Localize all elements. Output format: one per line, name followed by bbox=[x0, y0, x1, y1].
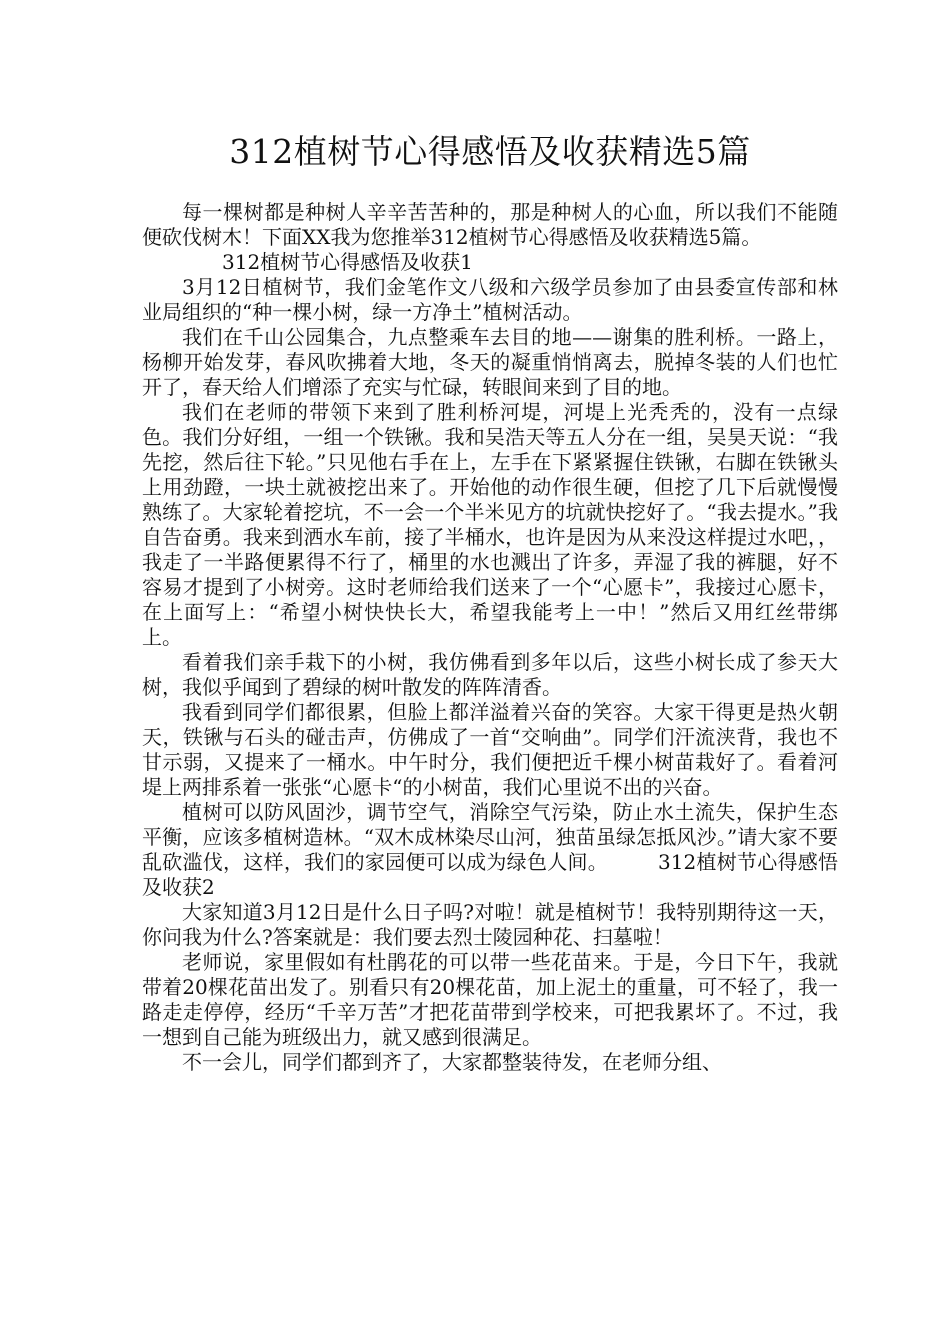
intro-paragraph: 每一棵树都是种树人辛辛苦苦种的，那是种树人的心血，所以我们不能随便砍伐树木！下面XX我为您推举312植树节心得感悟及收获精选5篇。 bbox=[142, 200, 838, 249]
paragraph-4: 看着我们亲手栽下的小树，我仿佛看到多年以后，这些小树长成了参天大树，我似乎闻到了碧绿的树叶散发的阵阵清香。 bbox=[142, 650, 838, 699]
paragraph-7: 大家知道3月12日是什么日子吗?对啦！就是植树节！我特别期待这一天，你问我为什么?答案就是：我们要去烈士陵园种花、扫墓啦！ bbox=[142, 900, 838, 949]
paragraph-3: 我们在老师的带领下来到了胜利桥河堤，河堤上光秃秃的，没有一点绿色。我们分好组，一组一个铁锹。我和吴浩天等五人分在一组，吴昊天说：“我先挖，然后往下轮。”只见他右手在上，左手在下紧紧握住铁锹，右脚在铁锹头上用劲蹬，一块土就被挖出来了。开始他的动作很生硬，但挖了几下后就慢慢熟练了。大家轮着挖坑，不一会一个半米见方的坑就快挖好了。“我去提水。”我自告奋勇。我来到洒水车前，接了半桶水，也许是因为从来没这样提过水吧，，我走了一半路便累得不行了，桶里的水也溅出了许多，弄湿了我的裤腿，好不容易才提到了小树旁。这时老师给我们送来了一个“心愿卡”，我接过心愿卡，在上面写上：“希望小树快快长大，希望我能考上一中！”然后又用红丝带绑上。 bbox=[142, 400, 838, 649]
paragraph-6 bbox=[142, 800, 838, 900]
document-body bbox=[142, 200, 838, 1075]
paragraph-8: 老师说，家里假如有杜鹃花的可以带一些花苗来。于是，今日下午，我就带着20棵花苗出发了。别看只有20棵花苗，加上泥土的重量，可不轻了，我一路走走停停，经历“千辛万苦”才把花苗带到学校来，可把我累坏了。不过，我一想到自己能为班级出力，就又感到很满足。 bbox=[142, 950, 838, 1049]
paragraph-9: 不一会儿，同学们都到齐了，大家都整装待发，在老师分组、 bbox=[182, 1050, 722, 1074]
paragraph-2: 我们在千山公园集合，九点整乘车去目的地——谢集的胜利桥。一路上，杨柳开始发芽，春风吹拂着大地，冬天的凝重悄悄离去，脱掉冬装的人们也忙开了，春天给人们增添了充实与忙碌，转眼间来到了目的地。 bbox=[142, 325, 838, 399]
section-heading-2: 312植树节心得感悟及收获2 bbox=[142, 850, 838, 899]
paragraph-1: 3月12日植树节，我们金笔作文八级和六级学员参加了由县委宣传部和林业局组织的“种一棵小树，绿一方净土”植树活动。 bbox=[142, 275, 838, 324]
section-heading-1: 312植树节心得感悟及收获1 bbox=[222, 250, 473, 274]
paragraph-6-text: 植树可以防风固沙，调节空气，消除空气污染，防止水土流失，保护生态平衡，应该多植树造林。“双木成林染尽山河，独苗虽绿怎抵风沙。”请大家不要乱砍滥伐，这样，我们的家园便可以成为绿色人间。 bbox=[142, 800, 838, 874]
paragraph-5: 我看到同学们都很累，但脸上都洋溢着兴奋的笑容。大家干得更是热火朝天，铁锹与石头的碰击声，仿佛成了一首“交响曲”。同学们汗流浃背，我也不甘示弱，又提来了一桶水。中午时分，我们便把近千棵小树苗栽好了。看着河堤上两排系着一张张“心愿卡“的小树苗，我们心里说不出的兴奋。 bbox=[142, 700, 838, 799]
document-title: 312植树节心得感悟及收获精选5篇 bbox=[229, 132, 751, 171]
